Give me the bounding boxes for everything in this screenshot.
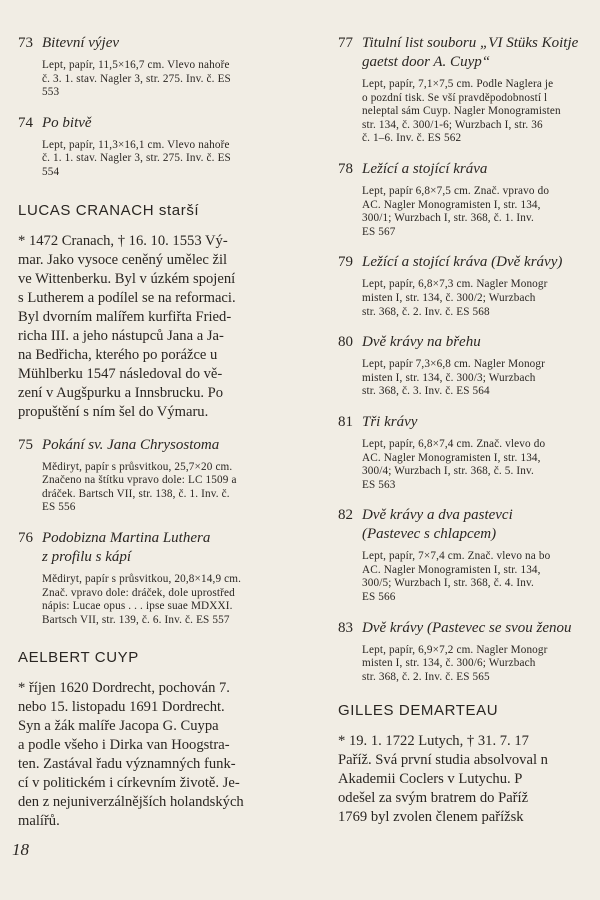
entry-description <box>362 358 600 399</box>
entry-heading <box>338 619 600 638</box>
bio-line: cí v politickém i církevním životě. Je- <box>18 775 240 792</box>
entry-number: 82 <box>338 507 353 524</box>
bio-line: na Bedřicha, kterého po porážce u <box>18 346 218 363</box>
entry-heading <box>18 34 310 53</box>
entry-number: 76 <box>18 529 33 546</box>
entry-description-line: č. 1–6. Inv. č. ES 562 <box>362 132 462 145</box>
catalog-entry <box>338 253 600 319</box>
entry-heading <box>18 114 310 133</box>
entry-description-line: str. 368, č. 3. Inv. č. ES 564 <box>362 385 490 398</box>
entry-title <box>42 529 210 567</box>
bio-line: Byl dvorním malířem kurfiřta Fried- <box>18 308 232 325</box>
artist-section-cuyp <box>18 649 310 831</box>
entry-title <box>362 619 572 638</box>
bio-line: * 1472 Cranach, † 16. 10. 1553 Vý- <box>18 232 228 249</box>
entry-title-line: Dvě krávy a dva pastevci <box>362 507 513 524</box>
entry-description-line: str. 368, č. 2. Inv. č. ES 568 <box>362 305 490 318</box>
entry-title <box>42 436 219 455</box>
catalog-entry <box>338 619 600 685</box>
entry-title-line: Tři krávy <box>362 413 418 430</box>
entry-description-line: 300/5; Wurzbach I, str. 368, č. 4. Inv. <box>362 577 534 590</box>
artist-bio <box>18 232 310 422</box>
entry-description-line: Značeno na štítku vpravo dole: LC 1509 a <box>42 474 237 487</box>
entry-description <box>362 78 600 146</box>
catalog-entry <box>338 506 600 604</box>
bio-line: propuštění s ním šel do Výmaru. <box>18 403 209 420</box>
bio-line: richa III. a jeho nástupců Jana a Ja- <box>18 327 224 344</box>
bio-line: s Lutherem a podílel se na reformaci. <box>18 289 236 306</box>
bio-line: zení v Augšpurku a Innsbrucku. Po <box>18 384 224 401</box>
artist-section-demarteau <box>338 702 600 827</box>
entry-description <box>362 438 600 492</box>
entry-description-line: Lept, papír 7,3×6,8 cm. Nagler Monogr <box>362 358 546 371</box>
bio-line: * 19. 1. 1722 Lutych, † 31. 7. 17 <box>338 733 529 750</box>
artist-section-cranach <box>18 202 310 422</box>
entry-description <box>362 550 600 604</box>
catalog-entry <box>18 114 310 180</box>
bio-line: Mühlberku 1547 následoval do vě- <box>18 365 223 382</box>
bio-line: nebo 15. listopadu 1691 Dordrecht. <box>18 699 225 716</box>
entry-description <box>42 139 310 180</box>
entry-description-line: Lept, papír, 7,1×7,5 cm. Podle Naglera je <box>362 78 554 90</box>
bio-line: malířů. <box>18 813 60 830</box>
entry-description-line: o pozdní tisk. Se vší pravděpodobností l <box>362 91 548 104</box>
entry-title <box>362 34 578 72</box>
bio-line: den z nejuniverzálnějších holandských <box>18 794 244 811</box>
entry-description-line: Lept, papír 6,8×7,5 cm. Znač. vpravo do <box>362 184 550 197</box>
entry-description-line: Lept, papír, 6,8×7,3 cm. Nagler Monogr <box>362 278 548 291</box>
entry-description <box>42 461 310 515</box>
bio-line: mar. Jako vysoce ceněný umělec žil <box>18 251 228 268</box>
entry-description-line: ES 567 <box>362 225 396 238</box>
entry-description <box>42 573 310 627</box>
left-column <box>18 34 310 845</box>
entry-title-line: Dvě krávy na břehu <box>362 334 481 351</box>
entry-description <box>362 278 600 319</box>
entry-number: 74 <box>18 114 33 131</box>
entry-description-line: dráček. Bartsch VII, str. 138, č. 1. Inv. č. <box>42 487 230 500</box>
entry-title-line: Po bitvě <box>42 114 92 131</box>
entry-title <box>362 506 513 544</box>
entry-description-line: ES 556 <box>42 501 76 514</box>
entry-heading <box>18 529 310 567</box>
entry-description-line: ES 563 <box>362 478 396 491</box>
entry-description-line: AC. Nagler Monogramisten I, str. 134, <box>362 451 541 464</box>
entries-right <box>338 34 600 684</box>
artist-name: LUCAS CRANACH starší <box>18 201 200 219</box>
entry-description-line: Znač. vpravo dole: dráček, dole uprostřed <box>42 586 235 599</box>
bio-line: * říjen 1620 Dordrecht, pochován 7. <box>18 680 230 697</box>
entry-description <box>42 59 310 100</box>
entry-description-line: Lept, papír, 7×7,4 cm. Znač. vlevo na bo <box>362 550 551 563</box>
entry-title-line: gaetst door A. Cuyp“ <box>362 54 491 70</box>
entry-description-line: AC. Nagler Monogramisten I, str. 134, <box>362 563 541 576</box>
entry-heading <box>338 413 600 432</box>
entry-description-line: Lept, papír, 6,9×7,2 cm. Nagler Monogr <box>362 643 548 656</box>
right-column <box>338 34 600 841</box>
entry-heading <box>338 333 600 352</box>
artist-name: GILLES DEMARTEAU <box>338 702 499 720</box>
catalog-entry <box>338 333 600 399</box>
entry-title-line: Ležící a stojící kráva (Dvě krávy) <box>362 254 563 271</box>
entry-number: 81 <box>338 413 353 430</box>
entry-heading <box>338 160 600 179</box>
artist-bio <box>18 679 310 831</box>
bio-line: Syn a žák malíře Jacopa G. Cuypa <box>18 718 219 735</box>
entry-description-line: AC. Nagler Monogramisten I, str. 134, <box>362 198 541 211</box>
bio-line: Paříž. Svá první studia absolvoval n <box>338 752 548 769</box>
bio-line: ten. Zastával řadu významných funk- <box>18 756 236 773</box>
catalog-entry <box>18 436 310 515</box>
entry-description <box>362 185 600 239</box>
bio-line: Akademii Coclers v Lutychu. P <box>338 771 523 788</box>
entry-description-line: Lept, papír, 6,8×7,4 cm. Znač. vlevo do <box>362 437 546 450</box>
bio-line: a podle všeho i Dirka van Hoogstra- <box>18 737 230 754</box>
entry-title <box>42 34 119 53</box>
entry-description-line: č. 3. 1. stav. Nagler 3, str. 275. Inv. č. ES <box>42 72 231 85</box>
catalog-entry <box>18 529 310 627</box>
entry-description-line: 553 <box>42 86 60 99</box>
catalog-entry <box>338 413 600 492</box>
entry-heading <box>18 436 310 455</box>
entry-description-line: Lept, papír, 11,5×16,7 cm. Vlevo nahoře <box>42 59 230 71</box>
catalog-entry <box>338 160 600 239</box>
page-number: 18 <box>12 840 29 859</box>
catalog-entry <box>338 34 600 146</box>
entry-number: 75 <box>18 436 33 453</box>
entry-description-line: nápis: Lucae opus . . . ipse suae MDXXI. <box>42 600 233 613</box>
bio-line: 1769 byl zvolen členem pařížsk <box>338 809 524 826</box>
entry-heading <box>338 506 600 544</box>
catalog-entry <box>18 34 310 100</box>
entries-mid <box>18 436 310 628</box>
entry-description-line: Lept, papír, 11,3×16,1 cm. Vlevo nahoře <box>42 138 230 151</box>
entry-description-line: 554 <box>42 165 60 178</box>
entry-description-line: Mědiryt, papír s průsvitkou, 20,8×14,9 cm. <box>42 572 242 585</box>
entry-title <box>362 413 417 432</box>
entry-description-line: č. 1. 1. stav. Nagler 3, str. 275. Inv. č. ES <box>42 152 231 165</box>
entry-description-line: str. 368, č. 2. Inv. č. ES 565 <box>362 670 490 683</box>
bio-line: odešel za svým bratrem do Paříž <box>338 790 529 807</box>
entry-title <box>362 160 487 179</box>
entry-number: 79 <box>338 254 353 271</box>
entry-title-line: Dvě krávy (Pastevec se svou ženou <box>362 619 572 636</box>
entry-number: 77 <box>338 35 353 51</box>
entry-title-line: (Pastevec s chlapcem) <box>362 526 497 543</box>
entry-title-line: Titulní list souboru „VI Stüks Koitje <box>362 35 579 51</box>
entry-title-line: Ležící a stojící kráva <box>362 160 488 177</box>
entry-heading <box>338 34 600 72</box>
entry-title-line: z profilu s kápí <box>42 548 132 565</box>
entry-description <box>362 644 600 685</box>
entry-description-line: ES 566 <box>362 591 396 604</box>
entry-description-line: str. 134, č. 300/1-6; Wurzbach I, str. 36 <box>362 118 543 131</box>
artist-name: AELBERT CUYP <box>18 649 139 667</box>
entries-top <box>18 34 310 180</box>
entry-title-line: Pokání sv. Jana Chrysostoma <box>42 436 220 453</box>
entry-description-line: misten I, str. 134, č. 300/3; Wurzbach <box>362 371 536 384</box>
entry-title-line: Podobizna Martina Luthera <box>42 529 211 546</box>
entry-number: 78 <box>338 160 353 177</box>
entry-heading <box>338 253 600 272</box>
entry-description-line: misten I, str. 134, č. 300/2; Wurzbach <box>362 291 536 304</box>
entry-description-line: neleptal sám Cuyp. Nagler Monogramisten <box>362 105 561 118</box>
entry-description-line: 300/1; Wurzbach I, str. 368, č. 1. Inv. <box>362 212 534 225</box>
entry-description-line: Bartsch VII, str. 139, č. 6. Inv. č. ES 557 <box>42 613 230 626</box>
entry-number: 73 <box>18 35 33 51</box>
entry-number: 83 <box>338 619 353 636</box>
entry-title <box>362 333 481 352</box>
bio-line: ve Wittenberku. Byl v úzkém spojení <box>18 270 236 287</box>
entry-title-line: Bitevní výjev <box>42 35 120 51</box>
entry-title <box>42 114 92 133</box>
entry-number: 80 <box>338 334 353 351</box>
entry-description-line: 300/4; Wurzbach I, str. 368, č. 5. Inv. <box>362 465 534 478</box>
entry-description-line: misten I, str. 134, č. 300/6; Wurzbach <box>362 657 536 670</box>
artist-bio <box>338 732 600 827</box>
entry-title <box>362 253 562 272</box>
entry-description-line: Mědiryt, papír s průsvitkou, 25,7×20 cm. <box>42 460 233 473</box>
